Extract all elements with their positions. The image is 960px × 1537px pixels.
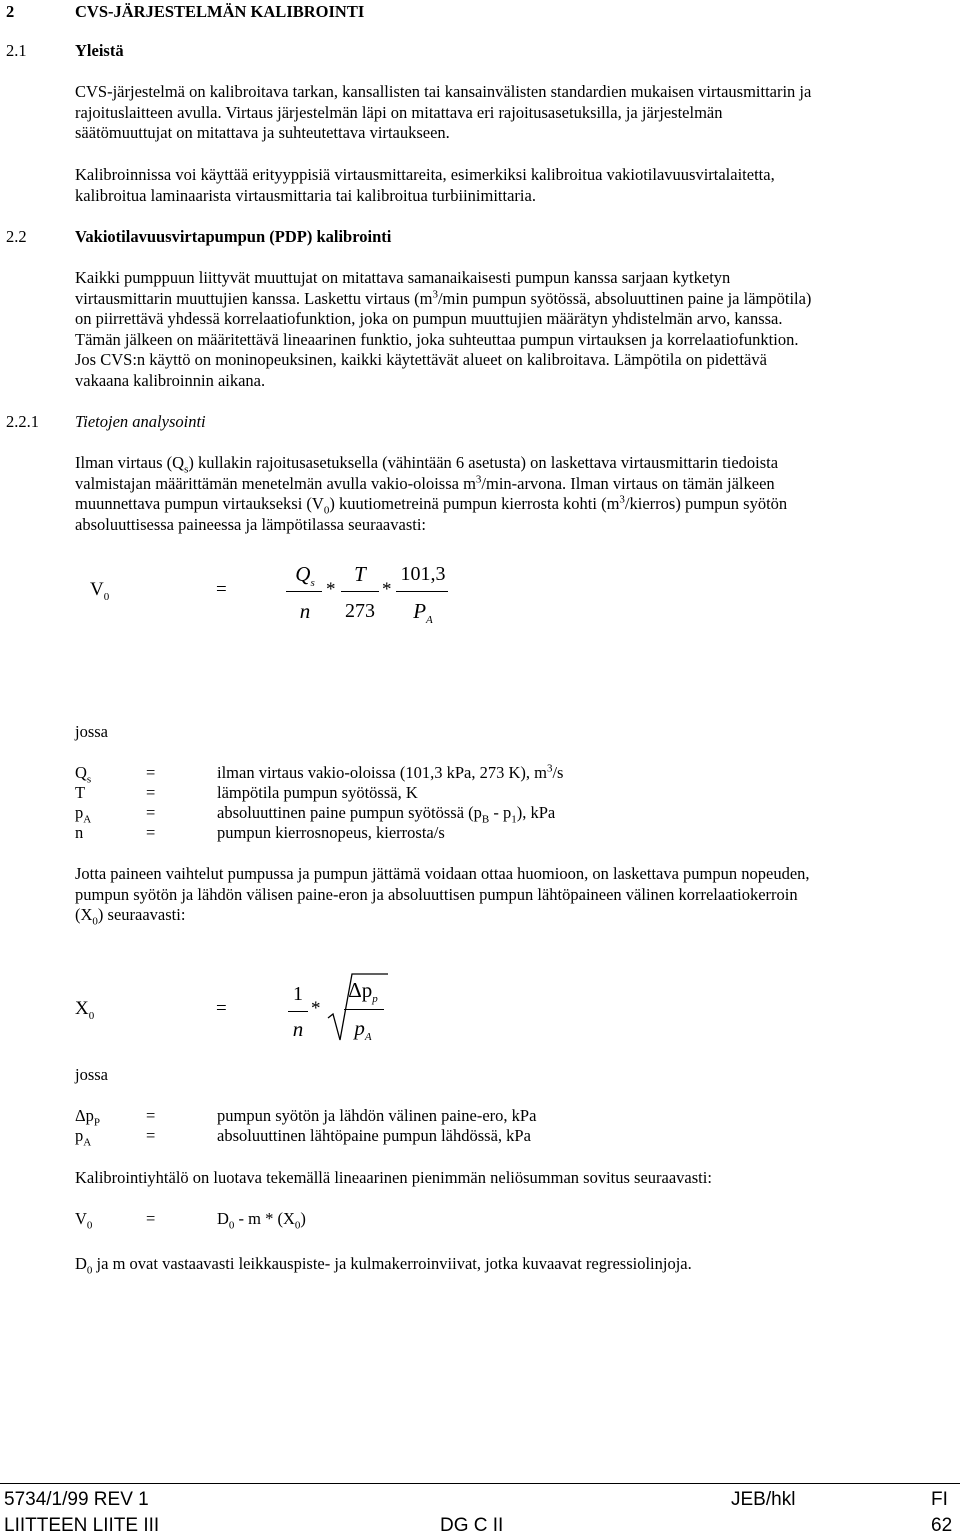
eq-equals: = <box>216 579 227 600</box>
def-symbol: n <box>75 823 84 842</box>
sqrt-numerator: $\Delta p_p$ <box>348 978 378 1006</box>
paragraph-intro <box>75 82 955 144</box>
footer-rule <box>0 1483 960 1484</box>
def-symbol: $p_A$ <box>75 803 92 826</box>
def-equals: = <box>146 1126 156 1145</box>
where-label: jossa <box>75 722 108 741</box>
subsection-number: 2.2 <box>6 227 27 246</box>
eq-star: * <box>382 579 392 600</box>
text-line: absoluuttisessa paineessa ja lämpötilassa seuraavasti: <box>75 514 426 534</box>
def-equals: = <box>146 783 156 802</box>
subsection-title: Vakiotilavuusvirtapumpun (PDP) kalibrointi <box>75 227 392 246</box>
eq-star: * <box>326 579 336 600</box>
eq-star: * <box>311 998 321 1019</box>
section-number: 2 <box>6 2 15 21</box>
def-symbol: T <box>75 783 86 802</box>
frac3-bar <box>396 591 448 592</box>
footer-initials: JEB/hkl <box>731 1489 796 1510</box>
def-text: pumpun kierrosnopeus, kierrosta/s <box>217 823 445 842</box>
text-line: Tämän jälkeen on määritettävä lineaarinen funktio, joka suhteuttaa pumpun virtauksen ja korrelaatiofunktion. <box>75 329 799 349</box>
text-line: muunnettava pumpun virtaukseksi $(V_0)$ kuutiometreinä pumpun kierrosta kohti $(m^3/kierros)$ pumpun syötön <box>75 493 788 517</box>
def-text: ilman virtaus vakio-oloissa (101,3 kPa, 273 K), $m^3/s$ <box>217 762 564 782</box>
subsection-number: 2.1 <box>6 41 27 60</box>
text-line: Jotta paineen vaihtelut pumpussa ja pumpun jättämä voidaan ottaa huomioon, on laskettava pumpun nopeuden, <box>75 864 810 883</box>
text-line: on piirrettävä yhdessä korrelaatiofunktion, joka on pumpun muuttujien määrätyn yhdistelmän arvo, kanssa. <box>75 309 783 328</box>
paragraph-definitions: $D_0$ ja m ovat vastaavasti leikkauspiste- ja kulmakerroinviivat, jotka kuvaavat regressiolinjoja. <box>75 1254 692 1277</box>
subsubsection-title: Tietojen analysointi <box>75 412 206 431</box>
paragraph-flowmeters <box>75 165 955 206</box>
eq-equals: = <box>216 998 227 1019</box>
frac-denominator: n <box>292 1017 304 1041</box>
def-text: absoluuttinen paine pumpun syötössä $(p_B - p_1)$, kPa <box>217 803 556 826</box>
eq-rhs: $D_0$ - m * $(X_0)$ <box>217 1209 306 1232</box>
frac3-denominator: $P_A$ <box>413 599 433 627</box>
text-line: Kaikki pumppuun liittyvät muuttujat on mitattava samanaikaisesti pumpun kanssa sarjaan kytketyn <box>75 268 731 287</box>
footer-doc-number: 5734/1/99 REV 1 <box>4 1489 149 1510</box>
frac3-numerator: 101,3 <box>400 563 446 585</box>
text-line: Jos CVS:n käyttö on moninopeuksinen, kaikki käytettävät alueet on kalibroitava. Lämpötila on pidettävä <box>75 350 767 369</box>
text-line: kalibroitua laminaarista virtausmittaria tai kalibroitua turbiinimittaria. <box>75 185 536 205</box>
def-text: lämpötila pumpun syötössä, K <box>217 783 418 802</box>
footer-page-number: 62 <box>931 1515 953 1536</box>
text-line: Ilman virtaus $(Q_s)$ kullakin rajoitusasetuksella (vähintään 6 asetusta) on laskettava virtausmittarin tiedoista <box>75 453 779 476</box>
def-symbol: $\Delta p_P$ <box>75 1106 100 1129</box>
sqrt-denominator: $p_A$ <box>354 1016 372 1044</box>
subsubsection-number: 2.2.1 <box>6 412 39 431</box>
frac2-numerator: T <box>354 562 366 586</box>
footer-language: FI <box>931 1489 948 1510</box>
def-equals: = <box>146 803 156 822</box>
paragraph-correlation <box>75 864 955 926</box>
text-line: vakaana kalibroinnin aikana. <box>75 370 266 390</box>
eq-equals: = <box>146 1209 156 1228</box>
frac1-denominator: n <box>299 599 311 623</box>
frac1-numerator: $Q_s$ <box>295 562 315 590</box>
footer-annex: LIITTEEN LIITE III <box>4 1515 160 1536</box>
text-line: $(X_0)$ seuraavasti: <box>75 905 186 928</box>
sqrt-frac-bar <box>344 1009 384 1010</box>
def-symbol: $Q_s$ <box>75 763 92 786</box>
where-label: jossa <box>75 1065 108 1084</box>
text-line: pumpun syötön ja lähdön välisen paine-eron ja absoluuttisen pumpun lähtöpaineen välinen korrelaatiokerroin <box>75 884 798 904</box>
footer-dg: DG C II <box>440 1515 504 1536</box>
eq-lhs: $V_0$ <box>90 579 110 603</box>
section-title: CVS-JÄRJESTELMÄN KALIBROINTI <box>75 2 365 21</box>
frac1-bar <box>286 591 322 592</box>
text-line: valmistajan määrittämän menetelmän avulla vakio-oloissa $m^3/\min$-arvona. Ilman virtaus on tämän jälkeen <box>75 473 775 493</box>
eq-lhs: $X_0$ <box>75 998 95 1022</box>
eq-lhs: $V_0$ <box>75 1209 93 1232</box>
def-equals: = <box>146 763 156 782</box>
frac-numerator: 1 <box>293 983 303 1005</box>
text-line: säätömuuttujat on mitattava ja suhteutettava virtaukseen. <box>75 123 450 142</box>
text-line: CVS-järjestelmä on kalibroitava tarkan, kansallisten tai kansainvälisten standardien mukaisen virtausmittarin ja <box>75 82 812 101</box>
paragraph-regression: Kalibrointiyhtälö on luotava tekemällä lineaarinen pienimmän neliösumman sovitus seuraavasti: <box>75 1168 712 1187</box>
text-line: rajoituslaitteen avulla. Virtaus järjestelmän läpi on mitattava eri rajoitusasetuksilla, ja järjestelmän <box>75 102 723 122</box>
def-text: pumpun syötön ja lähdön välinen paine-ero, kPa <box>217 1106 537 1125</box>
paragraph-analysis <box>75 453 955 535</box>
text-line: Kalibroinnissa voi käyttää erityyppisiä virtausmittareita, esimerkiksi kalibroitua vakiotilavuusvirtalaitetta, <box>75 165 775 184</box>
frac-bar <box>288 1011 308 1012</box>
def-symbol: $p_A$ <box>75 1126 92 1149</box>
frac2-denominator: 273 <box>345 600 375 622</box>
def-equals: = <box>146 823 156 842</box>
def-equals: = <box>146 1106 156 1125</box>
text-line: virtausmittarin muuttujien kanssa. Laskettu virtaus ($m^3/\min$ pumpun syötössä, absoluuttinen paine ja lämpötila) <box>75 288 812 308</box>
def-text: absoluuttinen lähtöpaine pumpun lähdössä, kPa <box>217 1126 531 1145</box>
paragraph-pdp <box>75 268 955 391</box>
subsection-title: Yleistä <box>75 41 124 60</box>
frac2-bar <box>341 591 379 592</box>
